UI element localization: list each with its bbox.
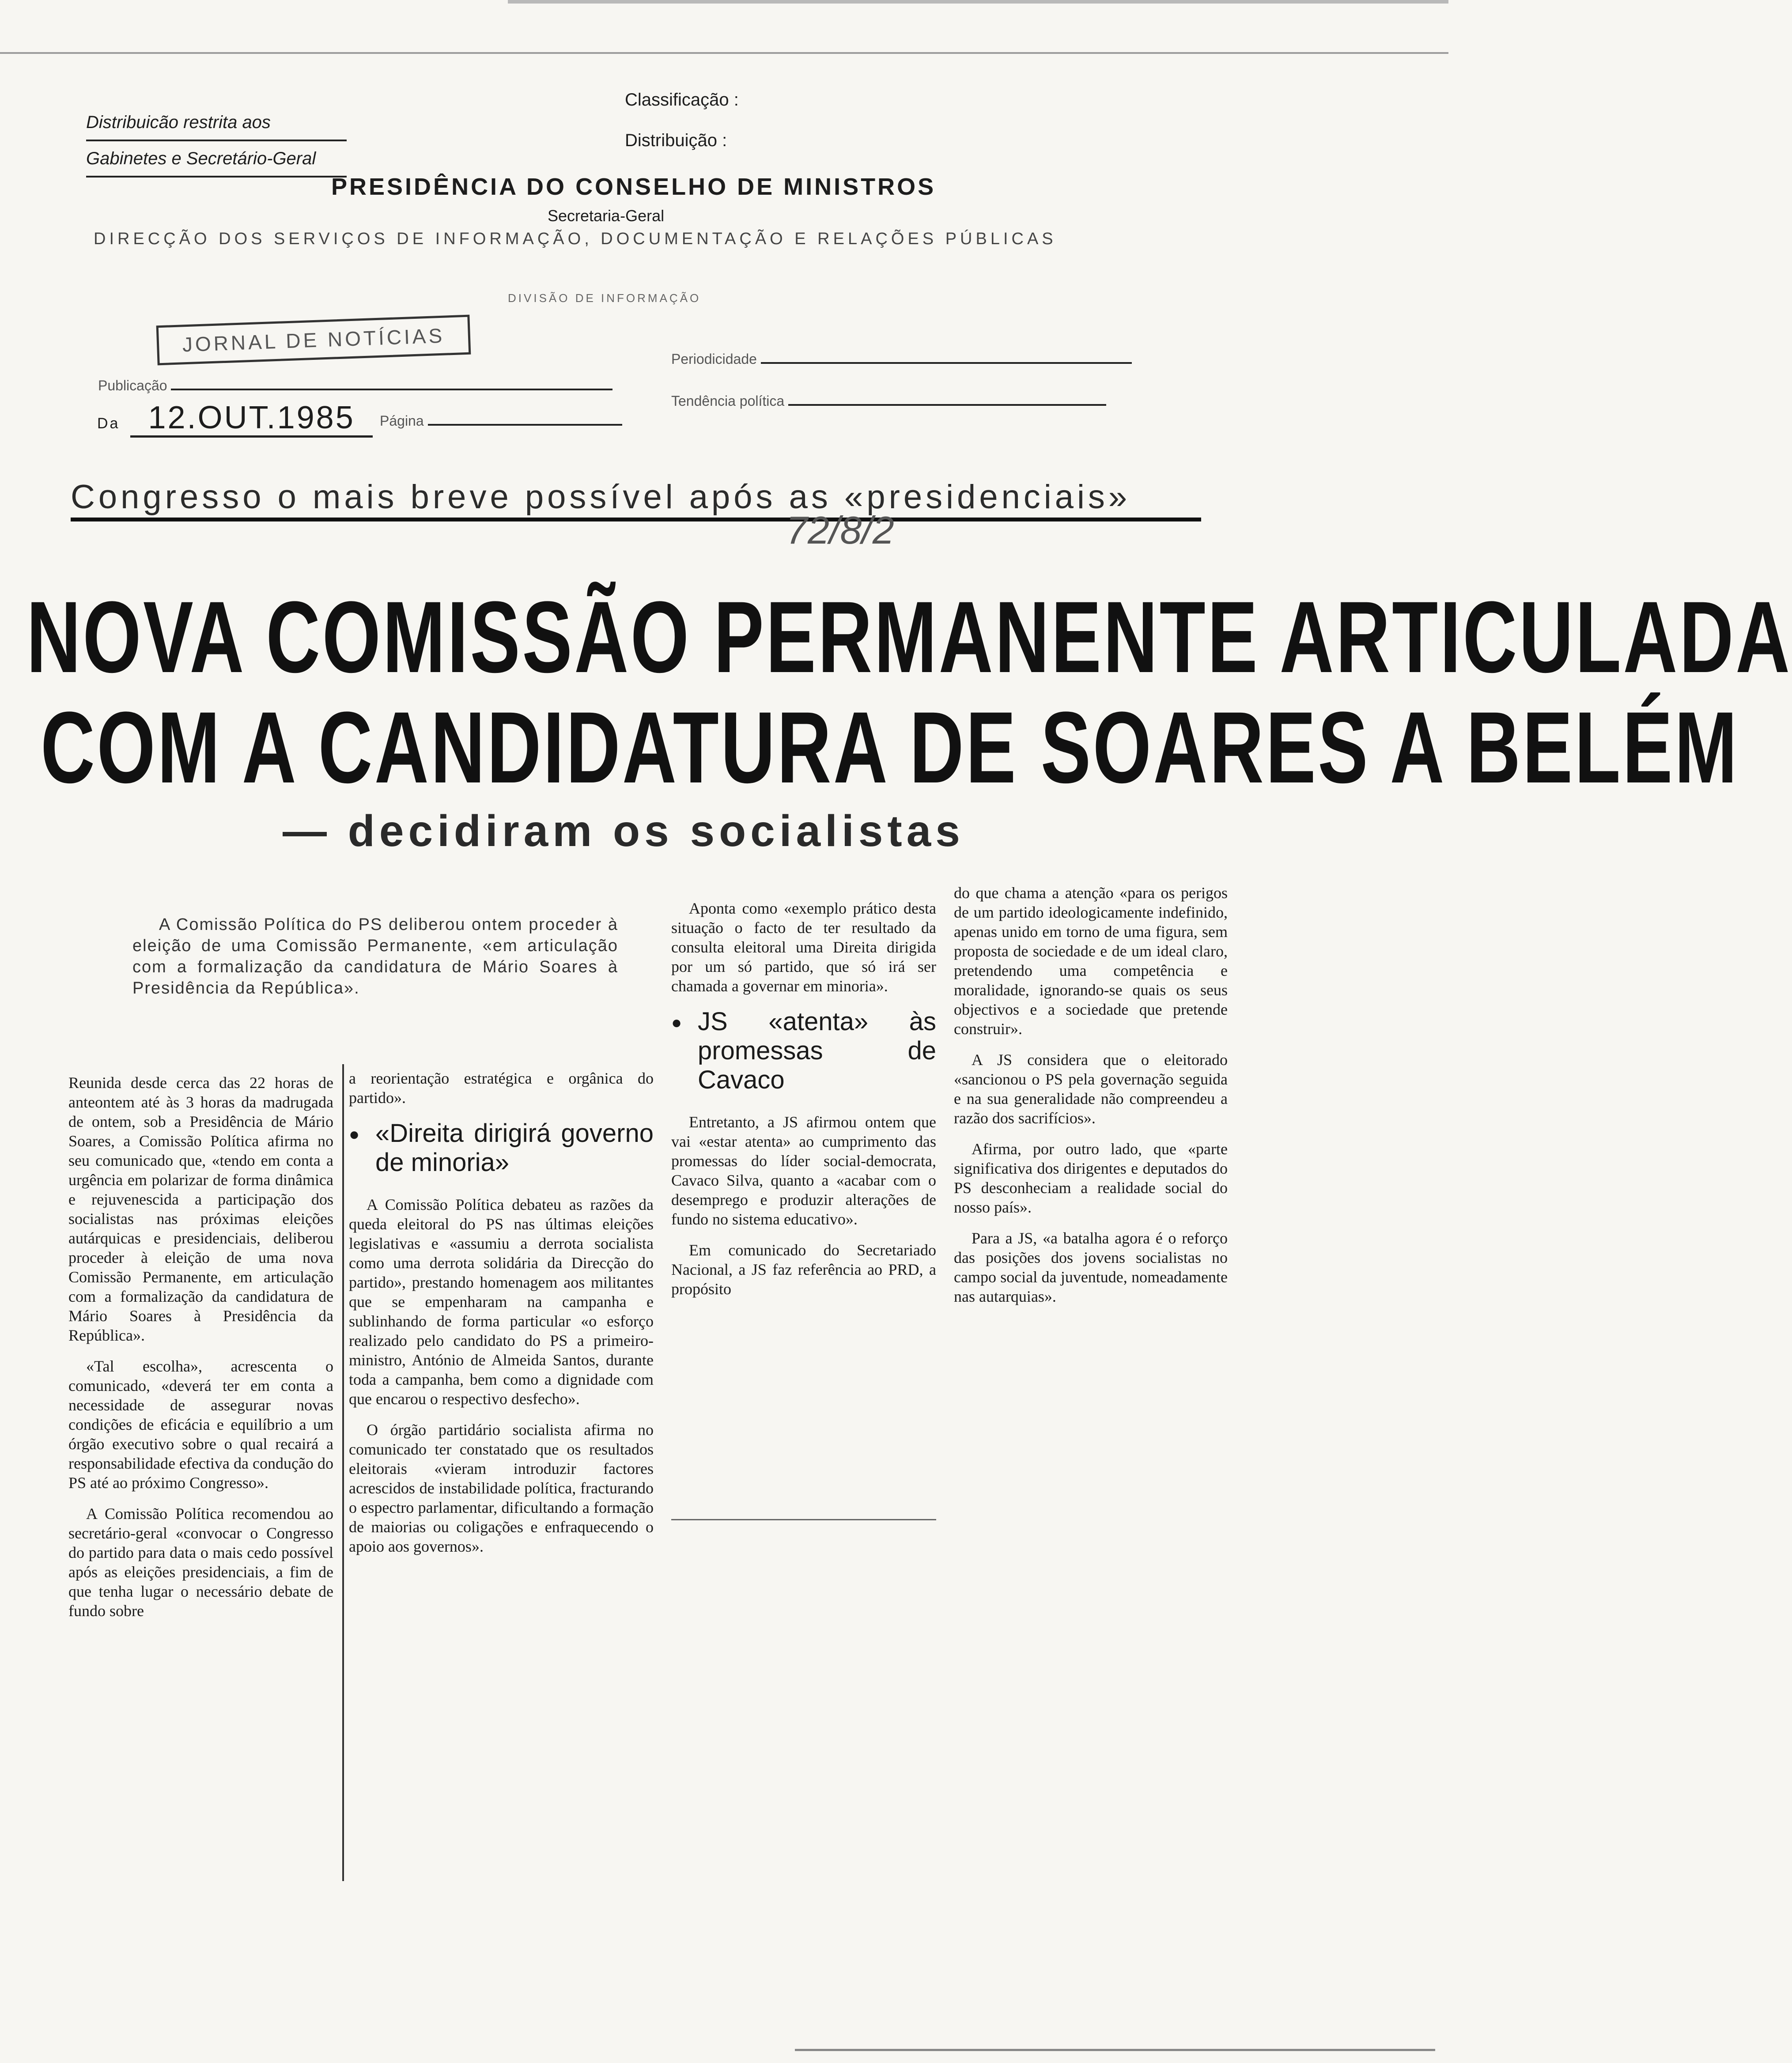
col1-paragraph: A Comissão Política recomendou ao secretário-geral «convocar o Congresso do partido para data o mais cedo possível após as eleições presidenciais, a fim de que tenha lugar o necessário debate de fundo sobre (68, 1505, 333, 1620)
periodicidade-field (671, 351, 1132, 367)
publicacao-field (98, 378, 612, 394)
secretaria-label: Secretaria-Geral (548, 207, 665, 225)
scan-edge-line (0, 52, 1448, 54)
distribuicao-label: Distribuição : (625, 131, 727, 150)
subhead-direita: ● «Direita dirigirá governo de minoria» (349, 1119, 654, 1177)
col4-paragraph: A JS considera que o eleitorado «sancionou o PS pela governação seguida e na sua generalidade não compreendeu a razão dos sacrifícios». (954, 1051, 1228, 1127)
pagina-label: Página (380, 413, 424, 429)
scan-edge-top (508, 0, 1448, 4)
headline-line1: NOVA COMISSÃO PERMANENTE ARTICULADA (26, 580, 1792, 694)
article-deck: — decidiram os socialistas (283, 806, 964, 856)
col3-intro: Aponta como «exemplo prático desta situação o facto de ter resultado da consulta eleitoral uma Direita dirigida por um só partido, que só irá ser chamada a governar em minoria». (671, 899, 936, 995)
classification-block (625, 79, 739, 161)
column-4 (954, 883, 1228, 1318)
date-label: Da (97, 415, 120, 432)
subhead-js: ● JS «atenta» às promessas de Cavaco (671, 1007, 936, 1095)
tendencia-label: Tendência política (671, 393, 785, 409)
column-1 (68, 1073, 333, 1632)
col3-paragraph: Em comunicado do Secretariado Nacional, a JS faz referência ao PRD, a propósito (671, 1241, 936, 1298)
divisao-label: DIVISÃO DE INFORMAÇÃO (508, 291, 701, 305)
date-value: 12.OUT.1985 (130, 400, 372, 438)
col2-paragraph: A Comissão Política debateu as razões da queda eleitoral do PS nas últimas eleições legislativas e «assumiu a derrota socialista como uma derrota solidária da Direcção do partido», prestando homenagem aos militantes que se empenharam na campanha e sublinhando de forma particular «o esforço realizado pelo candidato do PS a primeiro-ministro, António de Almeida Santos, durante toda a campanha, bem como a dignidade com que encarou o respectivo desfecho». (349, 1196, 654, 1408)
direccao-label: DIRECÇÃO DOS SERVIÇOS DE INFORMAÇÃO, DOCUMENTAÇÃO E RELAÇÕES PÚBLICAS (94, 230, 1057, 248)
periodicidade-label: Periodicidade (671, 351, 757, 367)
handwritten-reference: 72/8/2 (786, 508, 894, 552)
distribution-note-line1: Distribuicão restrita aos (86, 105, 347, 141)
col3-paragraph: Entretanto, a JS afirmou ontem que vai «estar atenta» ao cumprimento das promessas do líder social-democrata, Cavaco Silva, quanto a «acabar com o desemprego e produzir alterações de fundo no sistema educativo». (671, 1113, 936, 1228)
col4-paragraph: do que chama a atenção «para os perigos de um partido ideologicamente indefinido, apenas unido em torno de uma figura, sem proposta de sociedade e de um ideal claro, pretendendo uma competência e moralidade, ignorando-se quais os seus objectivos e a sociedade que pretende construir». (954, 884, 1228, 1038)
article-lead: A Comissão Política do PS deliberou ontem proceder à eleição de uma Comissão Permanente, «em articulação com a formalização da candidatura de Mário Soares à Presidência da República». (132, 915, 618, 997)
col1-paragraph: «Tal escolha», acrescenta o comunicado, «deverá ter em conta a necessidade de assegurar novas condições de eficácia e equilíbrio a um órgão executivo sobre o qual recairá a responsabilidade efectiva da condução do PS até ao próximo Congresso». (68, 1357, 333, 1492)
headline-line2: COM A CANDIDATURA DE SOARES A BELÉM (41, 691, 1739, 804)
col2-paragraph: O órgão partidário socialista afirma no comunicado ter constatado que os resultados eleitorais «vieram introduzir factores acrescidos de instabilidade política, fracturando o espectro parlamentar, dificultando a formação de maiorias ou coligações e enfraquecendo o apoio aos governos». (349, 1421, 654, 1555)
col4-paragraph: Afirma, por outro lado, que «parte significativa dos dirigentes e deputados do PS desconheciam a realidade social do nosso país». (954, 1140, 1228, 1216)
tendencia-field (671, 393, 1106, 409)
column-2 (349, 1069, 654, 1568)
periodicidade-line (761, 362, 1132, 364)
publicacao-line (171, 389, 612, 390)
scan-edge-bottom (795, 2049, 1435, 2051)
distribution-note (86, 105, 395, 178)
col1-paragraph: Reunida desde cerca das 22 horas de anteontem até às 3 horas da madrugada de ontem, sob a Presidência de Mário Soares, a Comissão Política afirma no seu comunicado que, «tendo em conta a urgência em polarizar de forma dinâmica e rejuvenescida a participação dos socialistas nas próximas eleições autárquicas e presidenciais, deliberou proceder à eleição de uma nova Comissão Permanente, em articulação com a formalização da candidatura de Mário Soares à Presidência da República». (68, 1074, 333, 1344)
tendencia-line (788, 404, 1106, 406)
article-kicker: Congresso o mais breve possível após as «presidenciais» (71, 477, 1201, 521)
newspaper-stamp: JORNAL DE NOTÍCIAS (156, 315, 471, 366)
col4-paragraph: Para a JS, «a batalha agora é o reforço das posições dos jovens socialistas no campo social da juventude, nomeadamente nas autarquias». (954, 1229, 1228, 1305)
classificacao-label: Classificação : (625, 90, 739, 110)
presidencia-title: PRESIDÊNCIA DO CONSELHO DE MINISTROS (331, 174, 936, 200)
date-field (97, 400, 373, 436)
distribution-note-line2: Gabinetes e Secretário-Geral (86, 141, 347, 178)
column-end-rule (671, 1519, 936, 1520)
pagina-line (428, 424, 622, 426)
column-divider (342, 1064, 344, 1881)
column-3 (671, 899, 936, 1310)
publicacao-label: Publicação (98, 378, 167, 393)
pagina-field (380, 413, 622, 429)
col2-intro: a reorientação estratégica e orgânica do partido». (349, 1069, 654, 1107)
